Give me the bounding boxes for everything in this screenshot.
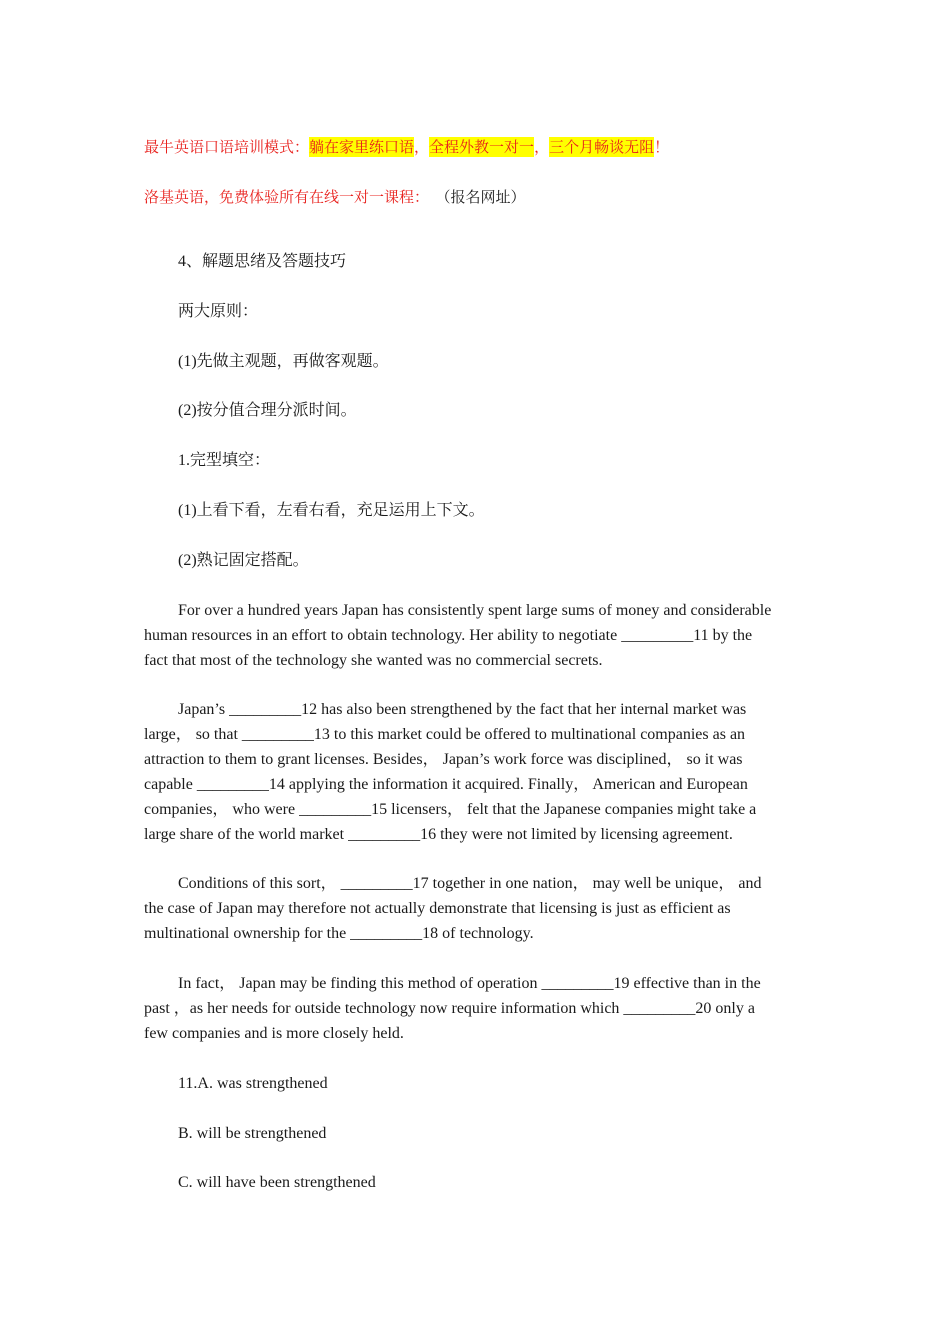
option-11-a: 11.A. was strengthened [178,1075,328,1092]
promo-separator: ， [534,138,550,156]
section-heading: 4、解题思绪及答题技巧 [178,253,347,270]
promo-signup-text: 洛基英语，免费体验所有在线一对一课程： [144,188,430,206]
option-11-c: C. will have been strengthened [178,1174,376,1191]
cloze-title: 1.完型填空： [178,452,271,469]
promo-highlight-3: 三个月畅谈无阻 [549,138,655,156]
passage-line: few companies and is more closely held. [144,1025,404,1042]
passage-line: the case of Japan may therefore not actually demonstrate that licensing is just as efficient as [144,900,731,917]
cloze-tip-2: (2)熟记固定搭配。 [178,552,309,569]
promo-signup-line [144,184,526,210]
principle-1: (1)先做主观题，再做客观题。 [178,353,389,370]
signup-link[interactable]: （报名网址） [443,188,526,206]
promo-end: ！ [654,138,670,156]
passage-line: past ，as her needs for outside technology now require information which _________20 only a [144,1000,755,1017]
passage-line: multinational ownership for the _________18 of technology. [144,925,534,942]
passage-line: companies， who were _________15 licensers， felt that the Japanese companies might take a [144,801,757,818]
passage-line: Japan’s _________12 has also been strengthened by the fact that her internal market was [178,701,747,718]
passage-line: capable _________14 applying the information it acquired. Finally， American and European [144,776,748,793]
passage-line: Conditions of this sort， _________17 together in one nation， may well be unique， and [178,875,762,892]
passage-line: large share of the world market _________16 they were not limited by licensing agreement. [144,826,733,843]
promo-separator: ， [414,138,430,156]
cloze-tip-1: (1)上看下看，左看右看，充足运用上下文。 [178,502,485,519]
passage-line: For over a hundred years Japan has consistently spent large sums of money and considerable [178,602,772,619]
passage-line: fact that most of the technology she wanted was no commercial secrets. [144,652,603,669]
passage-paragraph-4 [144,971,804,1046]
passage-paragraph-2 [144,697,804,847]
passage-line: large， so that _________13 to this market could be offered to multinational companies as an [144,726,746,743]
passage-paragraph-1 [144,598,804,673]
passage-line: human resources in an effort to obtain technology. Her ability to negotiate _________11 by the [144,627,753,644]
principle-2: (2)按分值合理分派时间。 [178,402,357,419]
passage-paragraph-3 [144,871,804,946]
promo-lead: 最牛英语口语培训模式： [144,138,310,156]
promo-banner-line [144,134,669,160]
passage-line: attraction to them to grant licenses. Besides， Japan’s work force was disciplined， so it was [144,751,743,768]
passage-line: In fact， Japan may be finding this method of operation _________19 effective than in the [178,975,761,992]
promo-highlight-2: 全程外教一对一 [429,138,535,156]
principles-title: 两大原则： [178,303,259,320]
option-11-b: B. will be strengthened [178,1125,327,1142]
promo-highlight-1: 躺在家里练口语 [309,138,415,156]
